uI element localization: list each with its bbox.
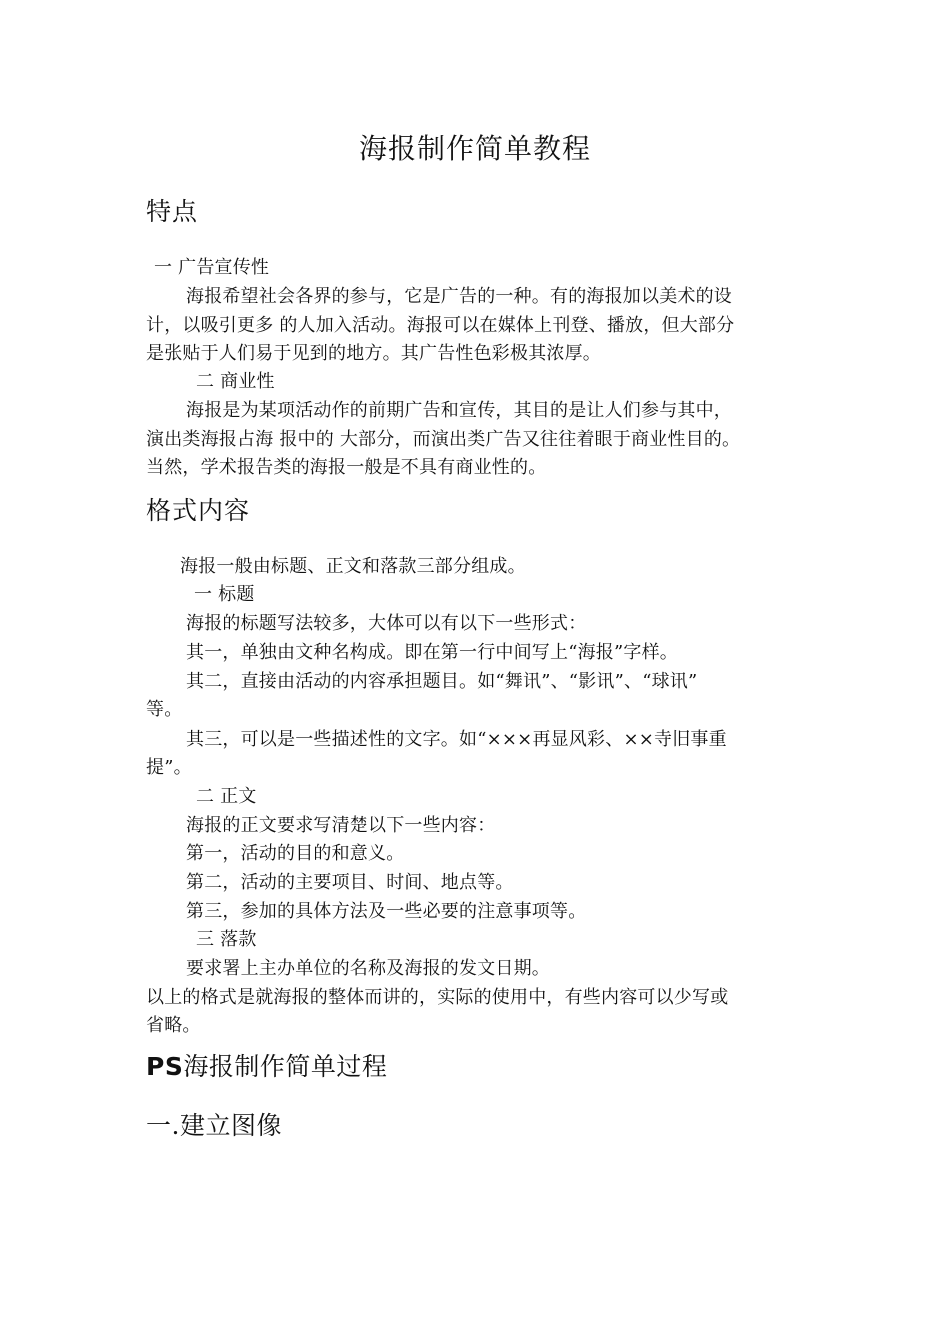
paragraph-line: 省略。 <box>146 1015 201 1036</box>
paragraph-line: 是张贴于人们易于见到的地方。其广告性色彩极其浓厚。 <box>146 343 601 364</box>
paragraph-line: 以上的格式是就海报的整体而讲的，实际的使用中，有些内容可以少写或 <box>146 987 729 1008</box>
subheading-body: 二 正文 <box>196 786 257 807</box>
subheading-commercial: 二 商业性 <box>196 371 275 392</box>
paragraph-line: 海报一般由标题、正文和落款三部分组成。 <box>180 556 526 577</box>
section-heading-create-image: 一.建立图像 <box>146 1111 282 1140</box>
ps-heading-rest: 海报制作简单过程 <box>183 1052 388 1081</box>
paragraph-line: 其二，直接由活动的内容承担题目。如“舞讯”、“影讯”、“球讯” <box>186 671 698 692</box>
paragraph-line: 当然，学术报告类的海报一般是不具有商业性的。 <box>146 457 547 478</box>
paragraph-line: 海报的标题写法较多，大体可以有以下一些形式： <box>186 613 587 634</box>
section-heading-features: 特点 <box>146 197 199 226</box>
subheading-title: 一 标题 <box>194 584 255 605</box>
document-title: 海报制作简单教程 <box>358 132 591 165</box>
paragraph-line: 演出类海报占海 报中的 大部分，而演出类广告又往往着眼于商业性目的。 <box>146 429 741 450</box>
paragraph-line: 要求署上主办单位的名称及海报的发文日期。 <box>186 958 550 979</box>
paragraph-line: 其一，单独由文种名构成。即在第一行中间写上“海报”字样。 <box>186 642 679 663</box>
section-heading-format: 格式内容 <box>146 496 251 525</box>
paragraph-line: 第二，活动的主要项目、时间、地点等。 <box>186 872 514 893</box>
section-heading-ps-process <box>146 1051 387 1083</box>
paragraph-line: 海报是为某项活动作的前期广告和宣传，其目的是让人们参与其中， <box>186 400 732 421</box>
paragraph-line: 等。 <box>146 699 183 720</box>
paragraph-line: 其三，可以是一些描述性的文字。如“×××再显风彩、××寺旧事重 <box>186 729 727 750</box>
subheading-signature: 三 落款 <box>196 929 257 950</box>
ps-prefix: PS <box>146 1052 184 1081</box>
paragraph-line: 海报的正文要求写清楚以下一些内容： <box>186 815 496 836</box>
subheading-advertising: 一 广告宣传性 <box>154 257 270 278</box>
paragraph-line: 第一，活动的目的和意义。 <box>186 843 405 864</box>
paragraph-line: 计，以吸引更多 的人加入活动。海报可以在媒体上刊登、播放，但大部分 <box>146 315 735 336</box>
paragraph-line: 提”。 <box>146 757 192 778</box>
paragraph-line: 第三，参加的具体方法及一些必要的注意事项等。 <box>186 901 587 922</box>
paragraph-line: 海报希望社会各界的参与，它是广告的一种。有的海报加以美术的设 <box>186 286 732 307</box>
